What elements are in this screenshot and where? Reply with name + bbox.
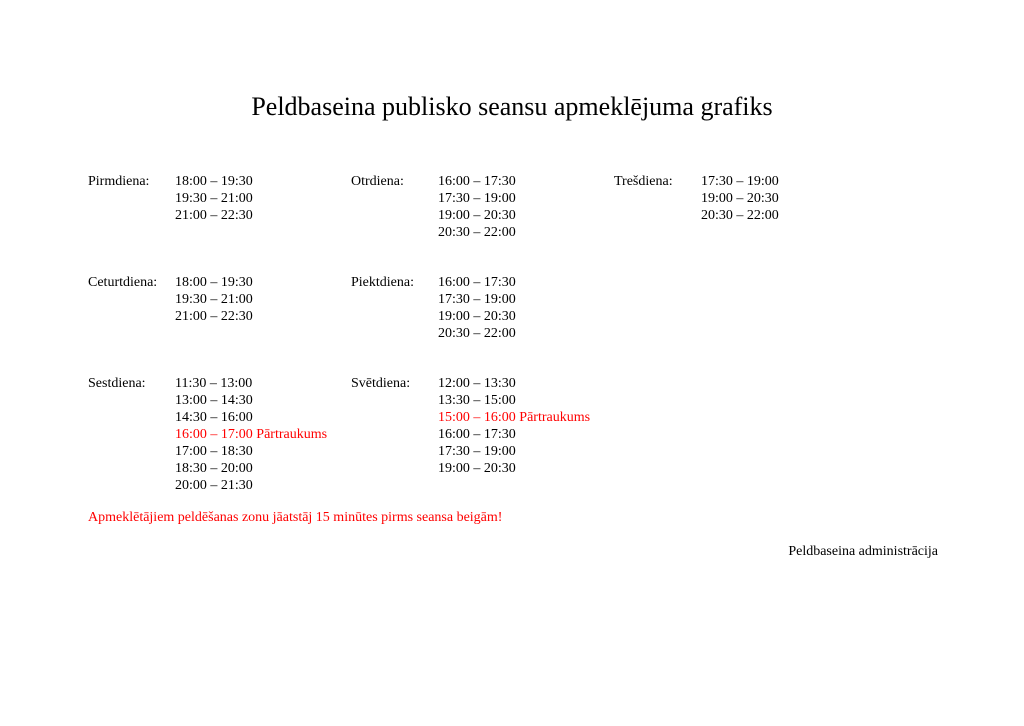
break-slot: 15:00 – 16:00 Pārtraukums: [438, 410, 591, 425]
time-slot: 17:30 – 19:00: [438, 444, 516, 459]
time-slot: 17:30 – 19:00: [438, 191, 516, 206]
time-slot: 20:30 – 22:00: [701, 208, 779, 223]
day-label: Otrdiena:: [351, 174, 404, 189]
slot-list: [438, 375, 590, 477]
notice-text: Apmeklētājiem peldēšanas zonu jāatstāj 15 minūtes pirms seansa beigām!: [88, 510, 503, 525]
time-slot: 16:00 – 17:30: [438, 174, 516, 189]
time-slot: 20:30 – 22:00: [438, 326, 516, 341]
day-label: Pirmdiena:: [88, 174, 150, 189]
page-title: Peldbaseina publisko seansu apmeklējuma grafiks: [251, 92, 773, 121]
time-slot: 16:00 – 17:30: [438, 275, 516, 290]
slot-list: [701, 173, 779, 224]
time-slot: 20:00 – 21:30: [175, 478, 253, 493]
day-label: Piektdiena:: [351, 275, 414, 290]
time-slot: 19:00 – 20:30: [438, 309, 516, 324]
time-slot: 21:00 – 22:30: [175, 309, 253, 324]
day-label: Sestdiena:: [88, 376, 146, 391]
time-slot: 19:00 – 20:30: [438, 208, 516, 223]
day-label: Svētdiena:: [351, 376, 411, 391]
break-slot: 16:00 – 17:00 Pārtraukums: [175, 427, 328, 442]
time-slot: 19:00 – 20:30: [438, 461, 516, 476]
time-slot: 14:30 – 16:00: [175, 410, 253, 425]
day-label: Ceturtdiena:: [88, 275, 158, 290]
signature: Peldbaseina administrācija: [788, 544, 938, 559]
time-slot: 20:30 – 22:00: [438, 225, 516, 240]
time-slot: 19:00 – 20:30: [701, 191, 779, 206]
time-slot: 13:00 – 14:30: [175, 393, 253, 408]
time-slot: 12:00 – 13:30: [438, 376, 516, 391]
time-slot: 17:30 – 19:00: [438, 292, 516, 307]
slot-list: [175, 173, 253, 224]
time-slot: 18:00 – 19:30: [175, 275, 253, 290]
slot-list: [175, 274, 253, 325]
time-slot: 18:30 – 20:00: [175, 461, 253, 476]
time-slot: 21:00 – 22:30: [175, 208, 253, 223]
time-slot: 19:30 – 21:00: [175, 292, 253, 307]
time-slot: 19:30 – 21:00: [175, 191, 253, 206]
time-slot: 16:00 – 17:30: [438, 427, 516, 442]
slot-list: [438, 173, 516, 241]
time-slot: 18:00 – 19:30: [175, 174, 253, 189]
time-slot: 17:00 – 18:30: [175, 444, 253, 459]
day-label: Trešdiena:: [614, 174, 673, 189]
time-slot: 11:30 – 13:00: [175, 376, 253, 391]
time-slot: 13:30 – 15:00: [438, 393, 516, 408]
slot-list: [175, 375, 327, 494]
slot-list: [438, 274, 516, 342]
time-slot: 17:30 – 19:00: [701, 174, 779, 189]
